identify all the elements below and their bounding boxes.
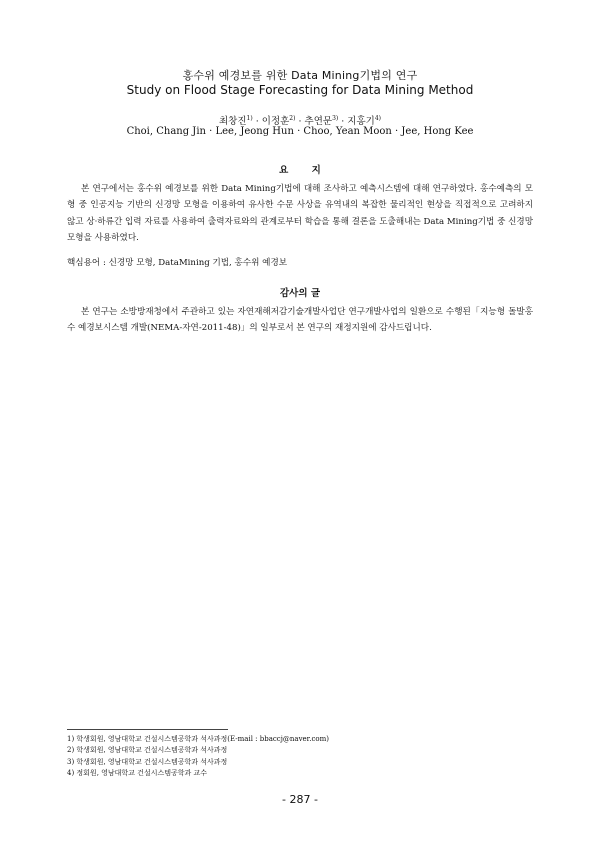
title-korean: 홍수위 예경보를 위한 Data Mining기법의 연구 bbox=[182, 69, 418, 82]
author-name: 지홍기 bbox=[347, 116, 375, 127]
author-separator: · bbox=[338, 116, 348, 127]
author-separator: · bbox=[252, 116, 262, 127]
author-footnote-mark: 3) bbox=[332, 114, 339, 122]
abstract-text: 본 연구에서는 홍수위 예경보를 위한 Data Mining기법에 대해 조사하고 예측시스템에 대해 연구하였다. 홍수예측의 모형 중 인공지능 기반의 신경망 모형을 이용하여 유사한 수문 사상을 유역내의 복잡한 물리적인 현상을 직접적으로 고려하지 않고 상·하류간 입력 자료를 사용하여 출력자료와의 관계로부터 학습을 통해 결론을 도출해내는 Data Mining기법 중 신경망 모형을 사용하였다. bbox=[67, 184, 534, 244]
author-footnote-mark: 2) bbox=[289, 114, 296, 122]
acknowledgement-heading: 감사의 글 bbox=[279, 288, 320, 299]
footnote: 2) 학생회원, 영남대학교 건설시스템공학과 석사과정 bbox=[67, 746, 228, 755]
authors-english: Choi, Chang Jin · Lee, Jeong Hun · Choo, Yean Moon · Jee, Hong Kee bbox=[126, 126, 474, 137]
title-english: Study on Flood Stage Forecasting for Data Mining Method bbox=[126, 83, 474, 97]
footnotes bbox=[67, 734, 533, 780]
footnote: 3) 학생회원, 영남대학교 건설시스템공학과 석사과정 bbox=[67, 757, 228, 766]
author-name: 이정훈 bbox=[261, 116, 290, 127]
acknowledgement-text: 본 연구는 소방방재청에서 주관하고 있는 자연재해저감기술개발사업단 연구개발사업의 일환으로 수행된「지능형 돌발홍수 예경보시스템 개발(NEMA-자연-2011-48)」의 일부로서 본 연구의 재정지원에 감사드립니다. bbox=[67, 307, 533, 334]
author-name: 추연문 bbox=[304, 116, 333, 127]
author-separator: · bbox=[295, 116, 305, 127]
author-footnote-mark: 4) bbox=[374, 114, 381, 122]
footnote: 1) 학생회원, 영남대학교 건설시스템공학과 석사과정(E-mail : bbaccj@naver.com) bbox=[67, 735, 329, 743]
author-name: 최창진 bbox=[219, 116, 247, 127]
authors-korean bbox=[0, 113, 600, 127]
footnote-divider bbox=[67, 729, 228, 730]
page-number: - 287 - bbox=[282, 793, 318, 806]
abstract-heading: 요 지 bbox=[279, 165, 331, 176]
footnote: 4) 정회원, 영남대학교 건설시스템공학과 교수 bbox=[67, 769, 208, 778]
keywords: 핵심용어 : 신경망 모형, DataMining 기법, 홍수위 예경보 bbox=[67, 258, 288, 268]
author-footnote-mark: 1) bbox=[246, 114, 253, 122]
